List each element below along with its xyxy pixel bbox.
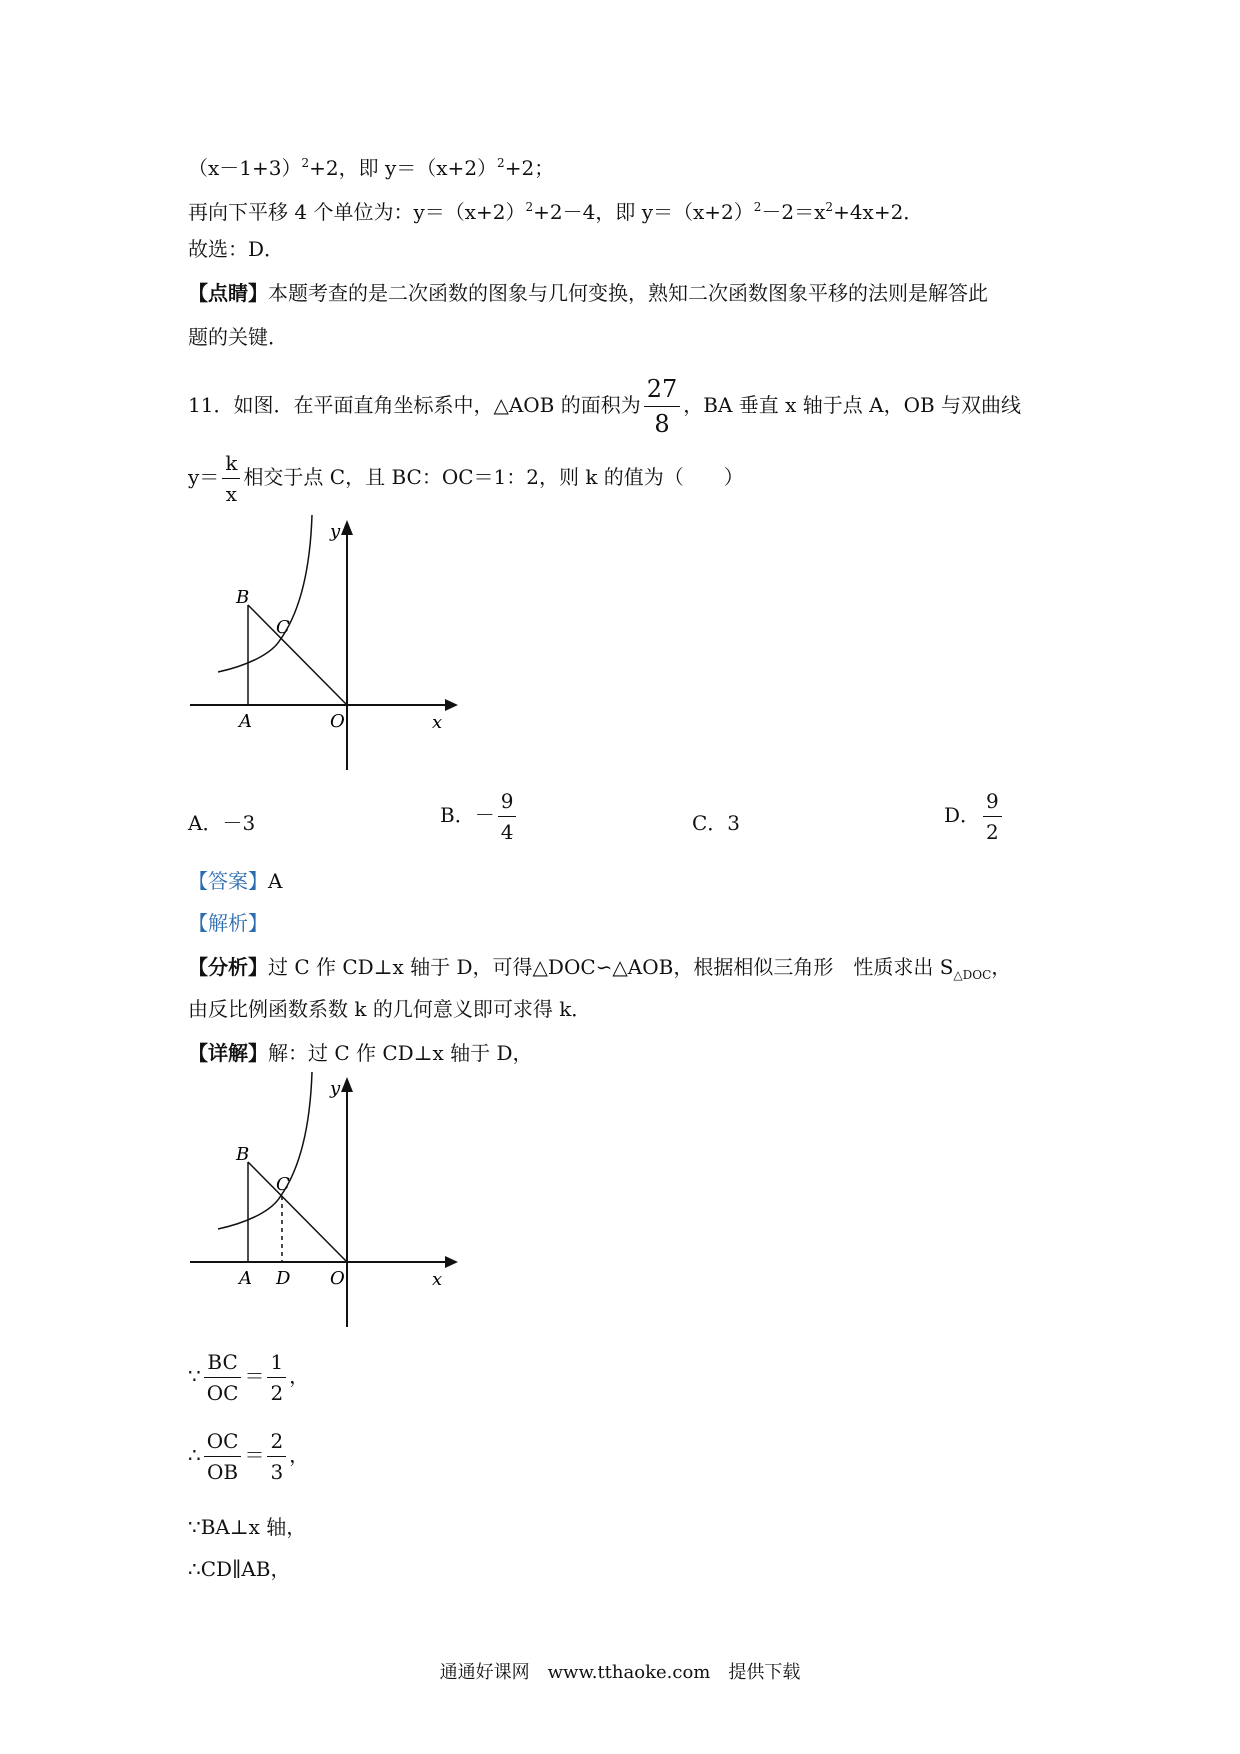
text: ， (991, 955, 1012, 979)
fraction-numerator: 27 (644, 372, 681, 407)
footer-text: 通通好课网 www.tthaoke.com 提供下载 (439, 1662, 801, 1683)
option-a: A．－3 (188, 811, 256, 835)
text: ， (289, 1443, 310, 1467)
fraction-numerator: OC (204, 1426, 242, 1457)
text: 过 C 作 CD⊥x 轴于 D，可得△DOC∽△AOB，根据相似三角形 性质求出 S (268, 955, 954, 979)
therefore-symbol: ∴ (188, 1443, 201, 1467)
fraction-denominator: OC (206, 1381, 239, 1405)
text: 11．如图．在平面直角坐标系中，△AOB 的面积为 (188, 393, 641, 417)
figure-1-graph (180, 515, 460, 775)
text: －2＝x (761, 200, 826, 224)
step-1 (188, 1347, 309, 1408)
option-b-fraction (498, 786, 517, 847)
superscript: 2 (301, 156, 310, 170)
fenxi-line-1 (188, 952, 1011, 990)
x-axis-arrow (445, 1256, 458, 1268)
text: 本题考查的是二次函数的图象与几何变换，熟知二次函数图象平移的法则是解答此 (268, 281, 988, 305)
x-axis-arrow (445, 699, 458, 711)
label-y: y (330, 1078, 341, 1099)
question-stem-line-2 (188, 448, 744, 509)
answer-tag: 【答案】 (188, 869, 268, 893)
oc-ob-fraction (204, 1426, 242, 1487)
fraction-denominator: x (225, 482, 238, 506)
step-2 (188, 1426, 309, 1487)
bc-oc-fraction (204, 1347, 242, 1408)
fraction-denominator: 2 (270, 1381, 284, 1405)
fraction-numerator: 9 (498, 786, 517, 817)
hyperbola-curve (218, 515, 312, 672)
superscript: 2 (525, 200, 534, 214)
option-c: C．3 (692, 811, 741, 835)
text: D． (944, 803, 981, 827)
text-line-5: 题的关键． (188, 325, 288, 349)
label-c: C (276, 617, 290, 638)
option-b (440, 786, 519, 847)
text-line-3: 故选：D． (188, 237, 285, 261)
text: 解：过 C 作 CD⊥x 轴于 D， (268, 1041, 533, 1065)
xiangjie-line (188, 1038, 533, 1068)
text-line-1 (188, 148, 554, 183)
label-o: O (330, 1268, 345, 1289)
text-line-2 (188, 192, 923, 227)
fraction-numerator: 1 (267, 1347, 286, 1378)
label-b: B (236, 1144, 250, 1165)
superscript: 2 (497, 156, 505, 170)
label-o: O (330, 711, 345, 732)
fenxi-line-2: 由反比例函数系数 k 的几何意义即可求得 k． (188, 997, 592, 1021)
subscript: △DOC (953, 968, 992, 982)
area-fraction (644, 372, 681, 441)
k-over-x-fraction (222, 448, 240, 509)
answer-value: A (268, 869, 283, 893)
equals: ＝ (244, 1364, 265, 1388)
fraction-numerator: BC (204, 1347, 242, 1378)
because-symbol: ∵ (188, 1364, 201, 1388)
label-y: y (330, 521, 341, 542)
step-4: ∴CD∥AB， (188, 1557, 291, 1581)
figure-2-graph (180, 1070, 460, 1330)
text: （x－1+3） (188, 156, 302, 180)
fraction-denominator: OB (207, 1460, 239, 1484)
dianjing-line (188, 278, 988, 308)
fraction-numerator: 9 (983, 786, 1002, 817)
fenxi-tag: 【分析】 (188, 955, 268, 979)
text: ，BA 垂直 x 轴于点 A，OB 与双曲线 (683, 393, 1022, 417)
option-d (944, 786, 1005, 847)
text: +4x+2． (833, 200, 924, 224)
equals: ＝ (244, 1443, 265, 1467)
fraction-denominator: 8 (654, 410, 670, 438)
label-d: D (276, 1268, 291, 1289)
fraction-denominator: 2 (986, 820, 999, 844)
label-a: A (239, 1268, 252, 1289)
analysis-tag: 【解析】 (188, 911, 268, 935)
text: +2，即 y＝（x+2） (309, 156, 498, 180)
text: y＝ (188, 465, 220, 489)
fraction-numerator: k (222, 448, 240, 479)
text: +2； (504, 156, 555, 180)
hyperbola-curve (218, 1072, 312, 1229)
fraction-denominator: 3 (270, 1460, 284, 1484)
y-axis-arrow (341, 1077, 353, 1092)
text: ， (289, 1364, 310, 1388)
text: +2－4，即 y＝（x+2） (533, 200, 754, 224)
dianjing-tag: 【点睛】 (188, 281, 268, 305)
label-b: B (236, 587, 250, 608)
label-c: C (276, 1174, 290, 1195)
ratio-fraction (267, 1347, 286, 1408)
fraction-denominator: 4 (500, 820, 514, 844)
y-axis-arrow (341, 520, 353, 535)
text: 再向下平移 4 个单位为：y＝（x+2） (188, 200, 526, 224)
option-d-fraction (983, 786, 1002, 847)
label-a: A (239, 711, 252, 732)
superscript: 2 (825, 200, 834, 214)
label-x: x (432, 1269, 443, 1290)
xiangjie-tag: 【详解】 (188, 1041, 268, 1065)
question-stem-line-1 (188, 372, 1021, 441)
label-x: x (432, 712, 443, 733)
text: B．－ (440, 803, 495, 827)
text: 相交于点 C，且 BC：OC＝1：2，则 k 的值为（ ） (243, 465, 744, 489)
ratio-fraction (267, 1426, 286, 1487)
answer-line (188, 866, 282, 896)
fraction-numerator: 2 (267, 1426, 286, 1457)
superscript: 2 (753, 200, 762, 214)
step-3: ∵BA⊥x 轴， (188, 1515, 307, 1539)
